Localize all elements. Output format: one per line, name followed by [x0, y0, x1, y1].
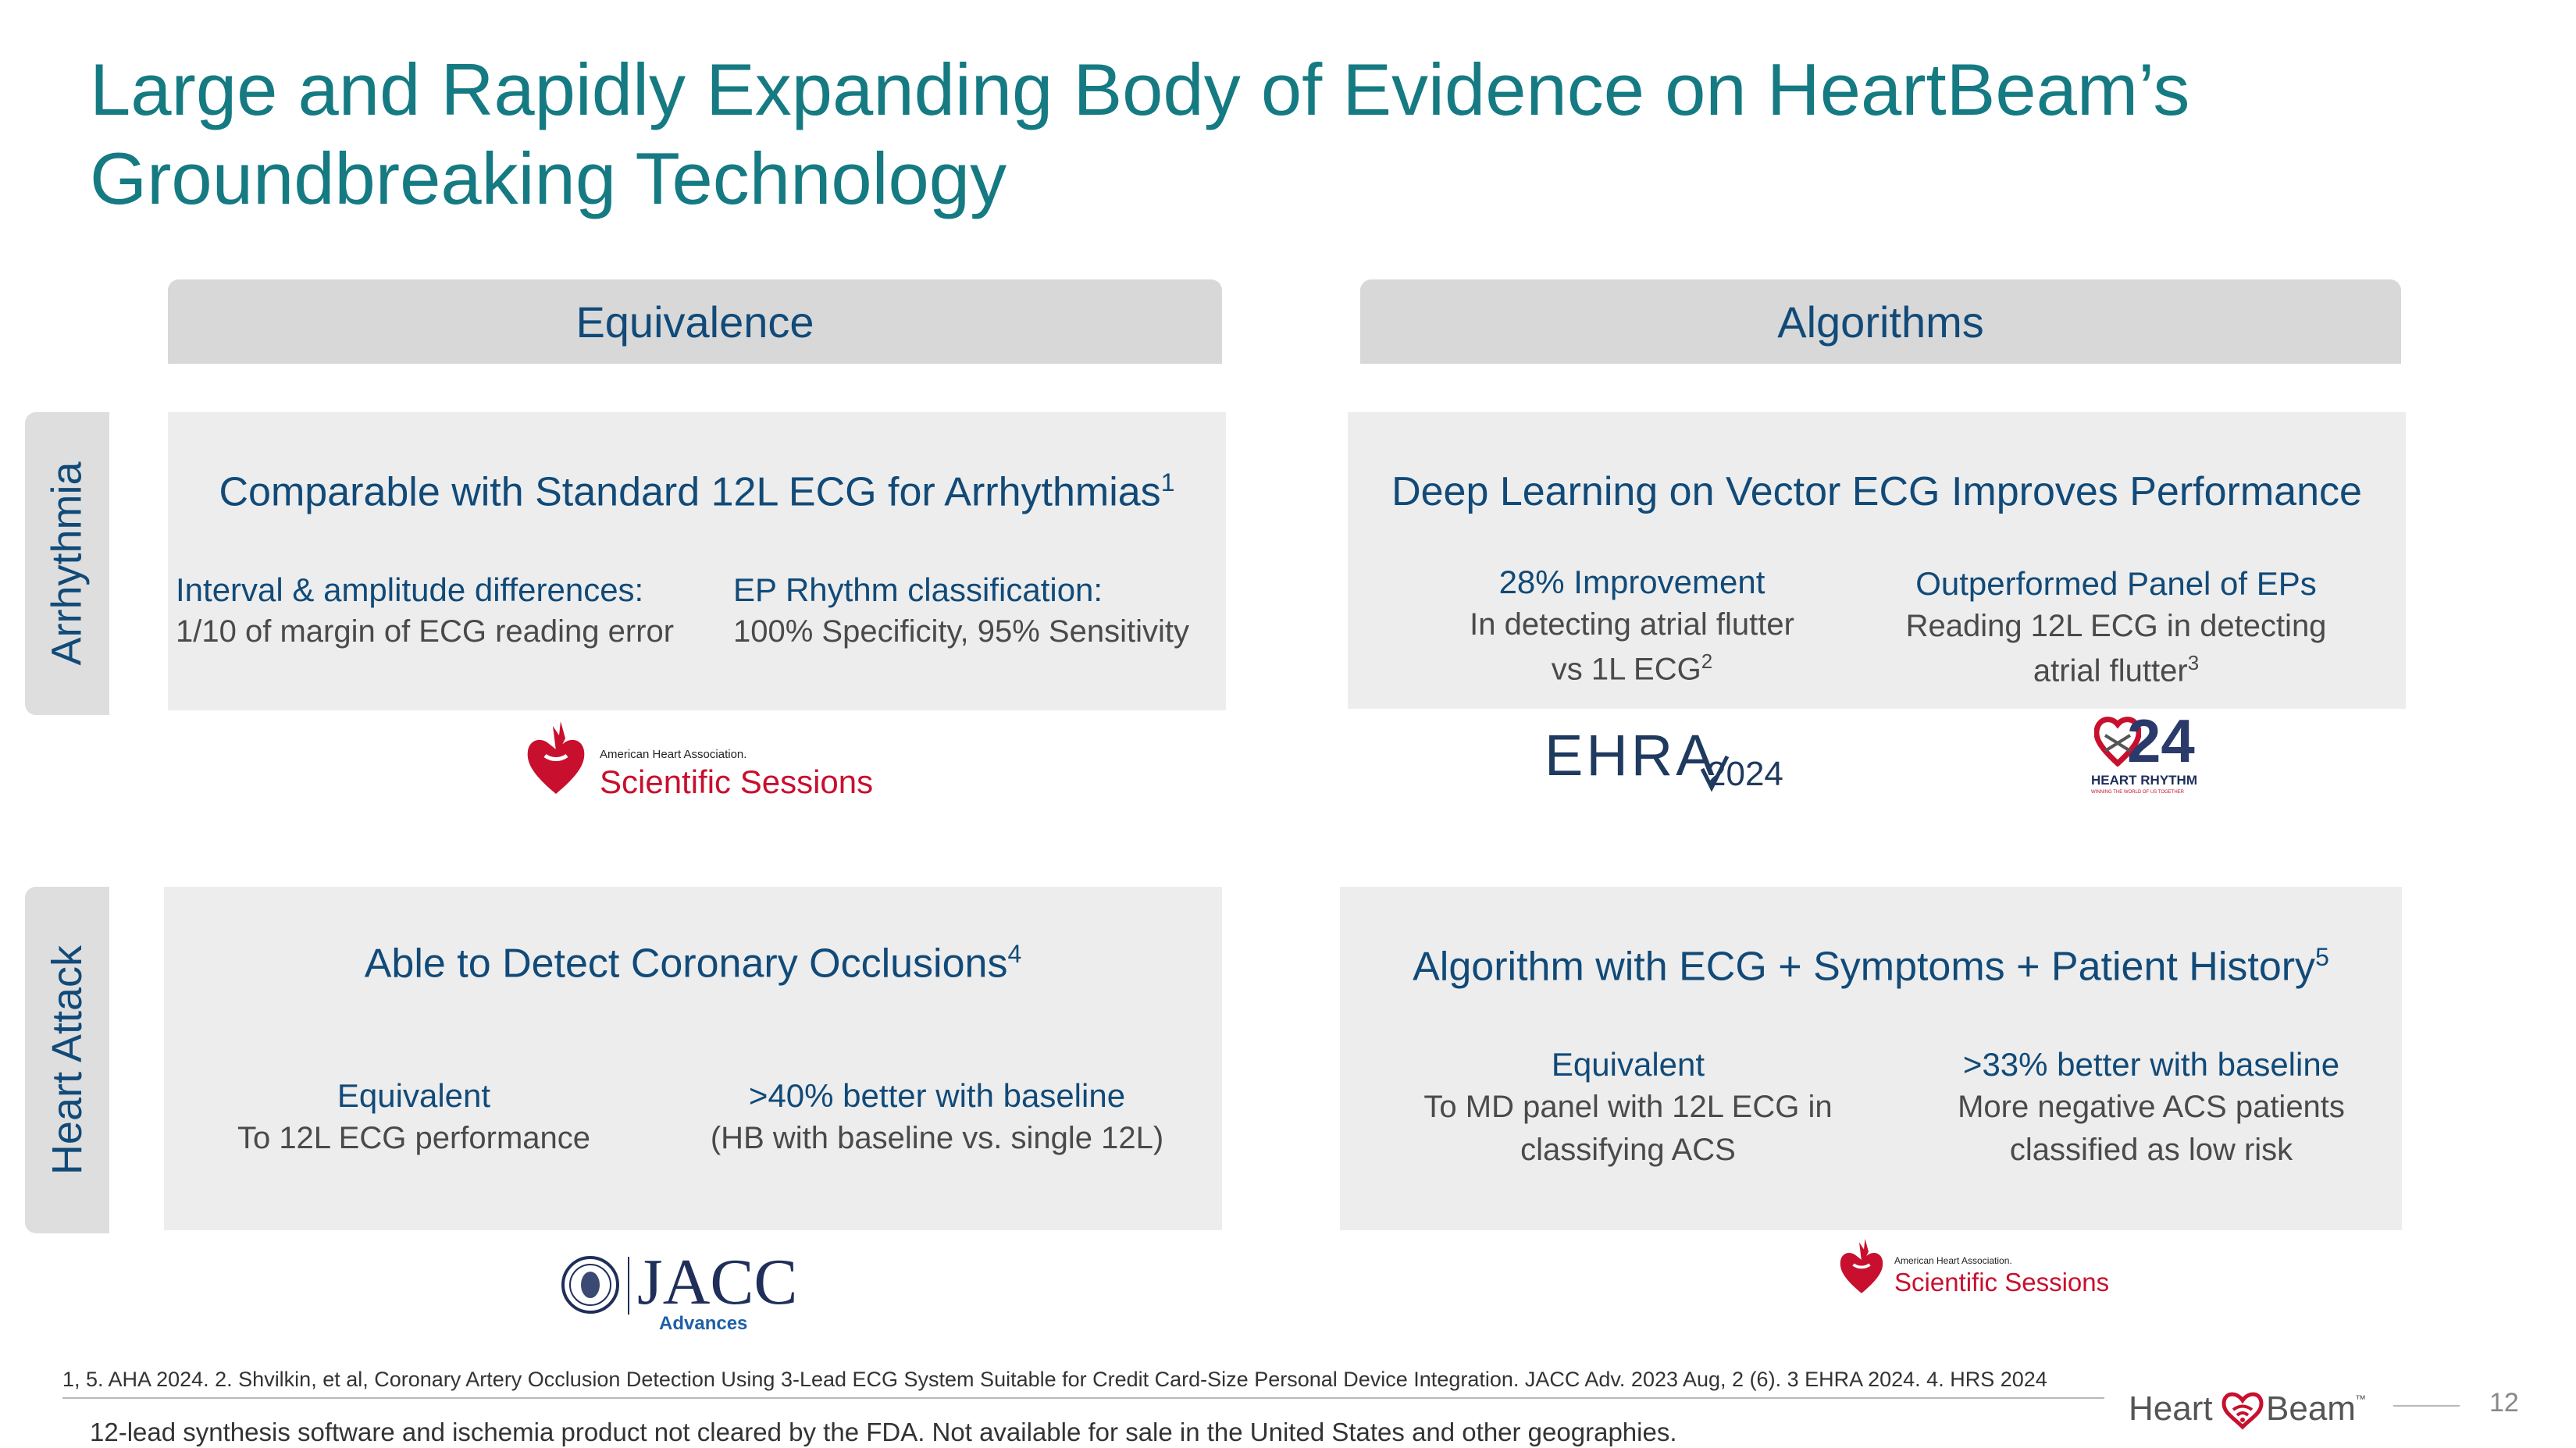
md-panel-line1: To MD panel with 12L ECG in	[1423, 1090, 1833, 1124]
heart-rhythm-2024-logo	[2086, 706, 2219, 804]
ref-superscript: 5	[2315, 943, 2329, 971]
aha-big-text: Scientific Sessions	[600, 763, 874, 800]
aha-small-text: American Heart Association.	[1894, 1255, 2012, 1266]
footnote-references: 1, 5. AHA 2024. 2. Shvilkin, et al, Coronary Artery Occlusion Detection Using 3-Lead ECG System Suitable for Credit Card-Size Personal Device Integration. JACC Adv. 2023 Aug, 2 (6). 3 EHRA 2024. 4. HRS 2024	[62, 1368, 2047, 1391]
panel-title-heartattack-algorithms	[1340, 943, 2402, 990]
jacc-divider	[628, 1257, 629, 1315]
outperformed-line1: Reading 12L ECG in detecting	[1905, 609, 2327, 643]
acs-better-heading: >33% better with baseline	[1962, 1046, 2340, 1083]
improvement-heading: 28% Improvement	[1498, 564, 1765, 600]
panel-arrhythmia-equivalence	[168, 412, 1226, 710]
heart-rhythm-name: HEART RHYTHM	[2091, 773, 2197, 788]
footer-rule-right	[2393, 1405, 2460, 1407]
heartbeam-heart-text: Heart	[2129, 1389, 2213, 1428]
heartbeam-heart-wifi-icon	[2221, 1383, 2264, 1430]
equivalent-text: To 12L ECG performance	[237, 1121, 591, 1155]
interval-amplitude-text: 1/10 of margin of ECG reading error	[176, 614, 675, 649]
heartbeam-trademark: ™	[2355, 1393, 2366, 1405]
outperformed-line2-text: atrial flutter	[2033, 653, 2188, 688]
aha-big-text: Scientific Sessions	[1894, 1268, 2110, 1297]
improvement-line2	[1429, 649, 1835, 687]
title-text: Comparable with Standard 12L ECG for Arrhythmias	[219, 469, 1161, 515]
slide-title-line1: Large and Rapidly Expanding Body of Evidence on HeartBeam’s	[90, 48, 2190, 130]
ref-superscript: 1	[1160, 468, 1175, 496]
jacc-advances-logo	[561, 1246, 798, 1336]
ref-superscript: 4	[1007, 940, 1022, 968]
ep-rhythm-text: 100% Specificity, 95% Sensitivity	[733, 614, 1189, 649]
column-header-equivalence: Equivalence	[168, 279, 1222, 364]
panel-title-arrhythmia-equivalence	[168, 468, 1226, 515]
aha-scientific-sessions-logo	[525, 717, 874, 802]
acs-better-line1: More negative ACS patients	[1958, 1090, 2345, 1124]
jacc-seal-icon	[561, 1255, 620, 1315]
row-tab-heart-attack-label: Heart Attack	[44, 945, 91, 1176]
ep-rhythm-heading: EP Rhythm classification:	[733, 571, 1103, 608]
panel-heartattack-equivalence	[164, 887, 1222, 1230]
ehra-text: EHRA	[1545, 723, 1718, 788]
aha-heart-torch-icon	[1838, 1236, 1885, 1297]
improvement-line1: In detecting atrial flutter	[1470, 607, 1794, 642]
title-text: Able to Detect Coronary Occlusions	[364, 941, 1008, 987]
footer-rule-left	[62, 1397, 2104, 1399]
aha-scientific-sessions-logo-2	[1838, 1232, 2110, 1302]
row-tab-heart-attack	[25, 887, 109, 1233]
heart-rhythm-tagline: WINNING THE WORLD OF US TOGETHER	[2091, 790, 2185, 795]
md-panel-heading: Equivalent	[1551, 1046, 1705, 1083]
column-header-algorithms: Algorithms	[1360, 279, 2401, 364]
ref-superscript: 3	[2187, 651, 2200, 674]
page-number: 12	[2489, 1388, 2519, 1418]
heartbeam-beam-text: Beam	[2266, 1389, 2356, 1428]
outperformed-line2	[1866, 651, 2366, 688]
acs-better-line2: classified as low risk	[2009, 1133, 2293, 1167]
slide-title	[90, 45, 2432, 223]
outperformed-heading: Outperformed Panel of EPs	[1915, 565, 2317, 602]
jacc-advances-text: Advances	[659, 1313, 748, 1334]
row-tab-arrhythmia	[25, 412, 109, 715]
ref-superscript: 2	[1701, 649, 1713, 673]
row-tab-arrhythmia-label: Arrhythmia	[44, 461, 91, 666]
aha-heart-torch-icon	[525, 720, 587, 798]
heartbeam-logo	[2129, 1382, 2378, 1436]
fda-disclaimer: 12-lead synthesis software and ischemia product not cleared by the FDA. Not available for sale in the United States and other geographies.	[90, 1418, 1677, 1446]
md-panel-line2: classifying ACS	[1520, 1133, 1736, 1167]
aha-small-text: American Heart Association.	[600, 748, 747, 761]
interval-amplitude-heading: Interval & amplitude differences:	[176, 571, 644, 608]
better-baseline-heading: >40% better with baseline	[748, 1077, 1126, 1114]
improvement-line2-text: vs 1L ECG	[1551, 652, 1701, 687]
slide-title-line2: Groundbreaking Technology	[90, 137, 1007, 219]
ehra-2024-logo	[1545, 722, 1810, 792]
panel-title-heartattack-equivalence	[164, 940, 1222, 987]
better-baseline-text: (HB with baseline vs. single 12L)	[710, 1121, 1164, 1155]
ehra-year-text: 2024	[1707, 755, 1783, 793]
equivalent-heading: Equivalent	[337, 1077, 491, 1114]
heart-rhythm-number: 24	[2127, 706, 2195, 775]
panel-title-arrhythmia-algorithms: Deep Learning on Vector ECG Improves Performance	[1391, 469, 2362, 514]
title-text: Algorithm with ECG + Symptoms + Patient History	[1413, 944, 2316, 990]
jacc-text: JACC	[637, 1246, 798, 1318]
